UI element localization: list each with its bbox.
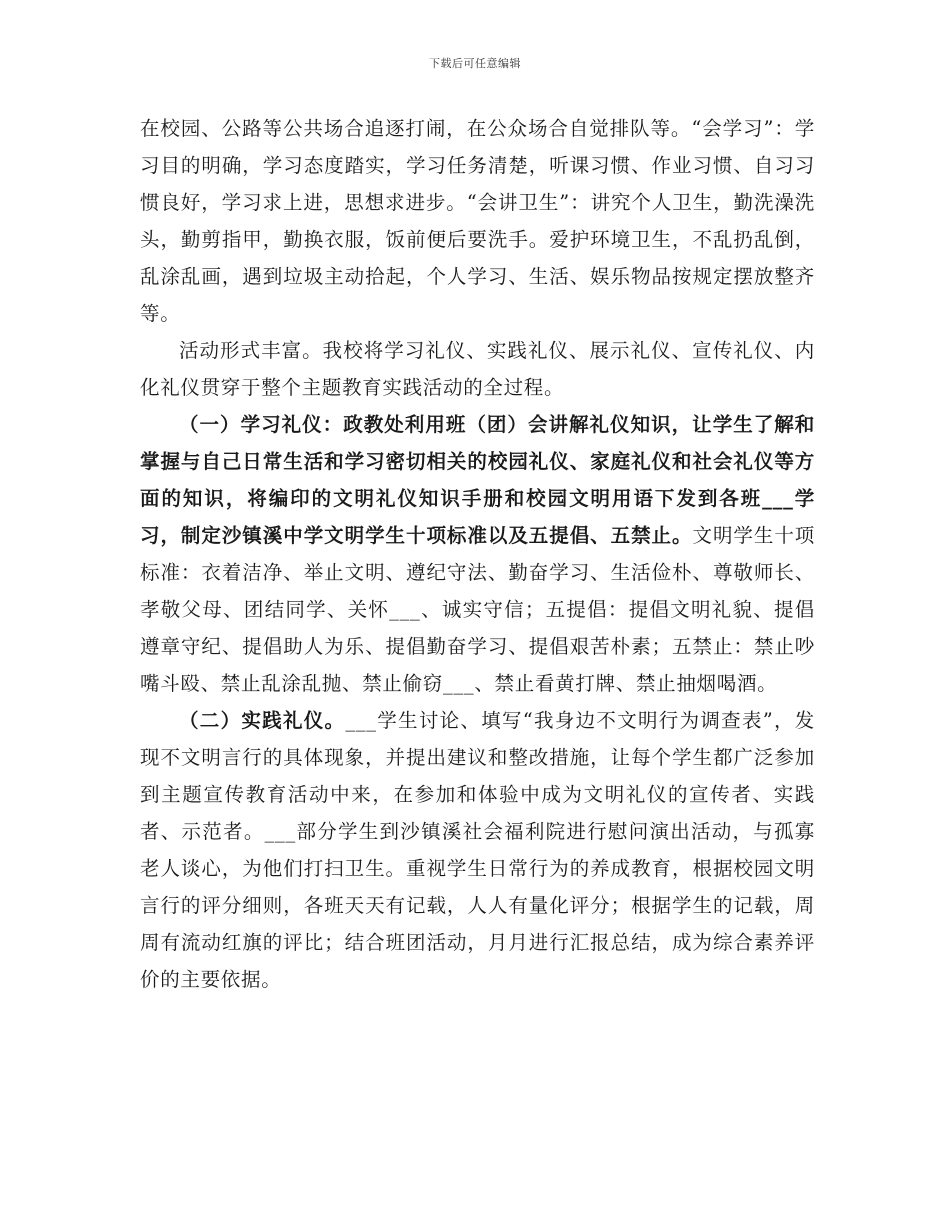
paragraph-4-body: ___学生讨论、填写“我身边不文明行为调查表”，发现不文明言行的具体现象，并提出建议和整改措施，让每个学生都广泛参加到主题宣传教育活动中来，在参加和体验中成为文明礼仪的宣传者、实践者、示范者。___部分学生到沙镇溪社会福利院进行慰问演出活动，与孤寡老人谈心，为他们打扫卫生。重视学生日常行为的养成教育，根据校园文明言行的评分细则，各班天天有记载，人人有量化评分；根据学生的记载，周周有流动红旗的评比；结合班团活动，月月进行汇报总结，成为综合素养评价的主要依据。 [140, 709, 815, 991]
paragraph-1: 在校园、公路等公共场合追逐打闹，在公众场合自觉排队等。“会学习”：学习目的明确，学习态度踏实，学习任务清楚，听课习惯、作业习惯、自习习惯良好，学习求上进，思想求进步。“会讲卫生”：讲究个人卫生，勤洗澡洗头，勤剪指甲，勤换衣服，饭前便后要洗手。爱护环境卫生，不乱扔乱倒，乱涂乱画，遇到垃圾主动拾起，个人学习、生活、娱乐物品按规定摆放整齐等。 [140, 117, 815, 325]
paragraph-3 [140, 406, 815, 702]
document-body [140, 110, 815, 998]
section-heading-practice-etiquette: （二）实践礼仪。 [179, 709, 346, 732]
paragraph-2: 活动形式丰富。我校将学习礼仪、实践礼仪、展示礼仪、宣传礼仪、内化礼仪贯穿于整个主题教育实践活动的全过程。 [140, 339, 815, 399]
paragraph-3-body: 文明学生十项标准：衣着洁净、举止文明、遵纪守法、勤奋学习、生活俭朴、尊敬师长、孝敬父母、团结同学、关怀___、诚实守信；五提倡：提倡文明礼貌、提倡遵章守纪、提倡助人为乐、提倡勤奋学习、提倡艰苦朴素；五禁止：禁止吵嘴斗殴、禁止乱涂乱抛、禁止偷窃___、禁止看黄打牌、禁止抽烟喝酒。 [140, 524, 815, 695]
paragraph-4 [140, 702, 815, 998]
page-header: 下载后可任意编辑 [429, 57, 521, 70]
section-heading-learning-etiquette: （一）学习礼仪：政教处利用班（团）会讲解礼仪知识，让学生了解和掌握与自己日常生活和学习密切相关的校园礼仪、家庭礼仪和社会礼仪等方面的知识，将编印的文明礼仪知识手册和校园文明用语下发到各班___学习，制定沙镇溪中学文明学生十项标准以及五提倡、五禁止。 [140, 413, 815, 547]
